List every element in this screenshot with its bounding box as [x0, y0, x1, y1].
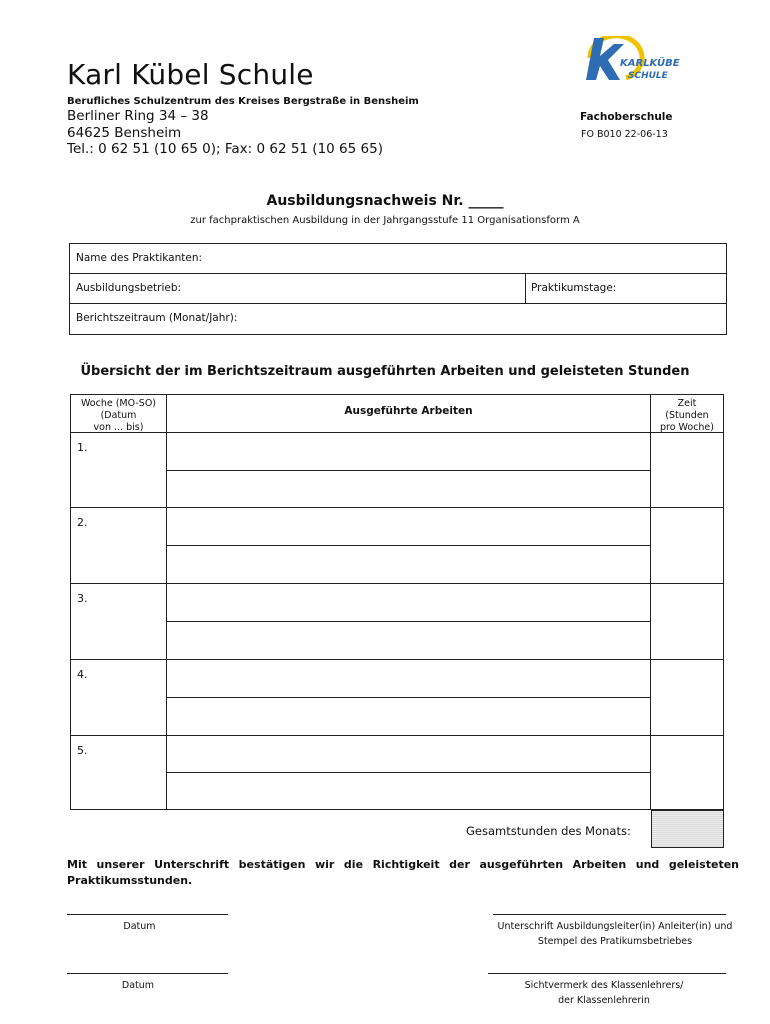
week-cell — [70, 735, 167, 810]
work-entry-field[interactable] — [166, 470, 651, 508]
school-logo — [580, 36, 680, 86]
work-table — [70, 394, 724, 810]
header-week-line: von ... bis) — [93, 422, 144, 433]
hours-field[interactable] — [650, 507, 724, 584]
week-number: 4. — [77, 668, 88, 681]
signature-caption-line: Unterschrift Ausbildungsleiter(in) Anleiter(in) und — [497, 921, 733, 932]
week-cell — [70, 583, 167, 660]
work-entry-field[interactable] — [166, 659, 651, 698]
logo-icon — [580, 36, 680, 86]
work-entry-field[interactable] — [166, 545, 651, 584]
header-week — [70, 394, 167, 433]
document-subtitle: zur fachpraktischen Ausbildung in der Jahrgangsstufe 11 Organisationsform A — [190, 215, 580, 226]
week-number: 2. — [77, 516, 88, 529]
work-entry-field[interactable] — [166, 507, 651, 546]
company-label: Ausbildungsbetrieb: — [76, 282, 182, 294]
address-line-1: Berliner Ring 34 – 38 — [67, 108, 209, 124]
week-number: 3. — [77, 592, 88, 605]
date-label: Datum — [121, 980, 155, 991]
days-label: Praktikumstage: — [531, 282, 617, 294]
name-label: Name des Praktikanten: — [76, 252, 203, 264]
signature-line — [67, 973, 228, 974]
overview-title: Übersicht der im Berichtszeitraum ausgeführten Arbeiten und geleisteten Stunden — [80, 364, 690, 379]
signature-caption-2 — [459, 978, 749, 1008]
week-number: 5. — [77, 744, 88, 757]
header-week-line: (Datum — [100, 410, 137, 421]
work-entry-field[interactable] — [166, 432, 651, 471]
document-title: Ausbildungsnachweis Nr. _____ — [266, 193, 504, 209]
form-code: FO B010 22-06-13 — [581, 129, 668, 140]
signature-caption-line: der Klassenlehrerin — [558, 995, 650, 1006]
hours-field[interactable] — [650, 735, 724, 810]
signature-caption-1 — [470, 919, 760, 949]
work-entry-field[interactable] — [166, 735, 651, 773]
header-work: Ausgeführte Arbeiten — [166, 394, 651, 433]
school-name: Karl Kübel Schule — [67, 58, 314, 91]
company-row[interactable] — [70, 274, 726, 304]
hours-field[interactable] — [650, 432, 724, 508]
trainee-info-box — [69, 243, 727, 335]
header-week-line: Woche (MO-SO) — [80, 398, 157, 409]
signature-line — [488, 973, 726, 974]
signature-line — [493, 914, 726, 915]
header-time — [650, 394, 724, 433]
header-time-line: pro Woche) — [659, 422, 714, 433]
info-divider — [525, 274, 526, 303]
school-subline: Berufliches Schulzentrum des Kreises Bergstraße in Bensheim — [67, 96, 419, 107]
confirmation-text: Mit unserer Unterschrift bestätigen wir die Richtigkeit der ausgeführten Arbeiten und geleisteten Praktikumsstunden. — [67, 858, 739, 887]
header-time-line: Zeit — [677, 398, 697, 409]
week-cell — [70, 659, 167, 736]
hours-field[interactable] — [650, 659, 724, 736]
week-cell — [70, 507, 167, 584]
work-entry-field[interactable] — [166, 583, 651, 622]
hours-field[interactable] — [650, 583, 724, 660]
header-time-line: (Stunden — [665, 410, 709, 421]
name-row[interactable] — [70, 244, 726, 274]
week-number: 1. — [77, 441, 88, 454]
signature-line — [67, 914, 228, 915]
date-label: Datum — [123, 921, 156, 932]
school-type: Fachoberschule — [580, 111, 673, 123]
logo-text-2: SCHULE — [628, 71, 668, 81]
logo-text-1: KARLKÜBEL — [620, 58, 680, 69]
work-entry-field[interactable] — [166, 621, 651, 660]
work-entry-field[interactable] — [166, 697, 651, 736]
address-line-2: 64625 Bensheim — [67, 125, 182, 141]
work-entry-field[interactable] — [166, 772, 651, 810]
period-label: Berichtszeitraum (Monat/Jahr): — [76, 312, 238, 324]
signature-caption-line: Sichtvermerk des Klassenlehrers/ — [524, 980, 684, 991]
total-hours-label: Gesamtstunden des Monats: — [466, 824, 631, 838]
week-cell — [70, 432, 167, 508]
signature-caption-line: Stempel des Pratikumsbetriebes — [537, 936, 693, 947]
contact-line: Tel.: 0 62 51 (10 65 0); Fax: 0 62 51 (10 65 65) — [67, 141, 383, 157]
period-row[interactable] — [70, 304, 726, 334]
total-hours-field[interactable] — [651, 810, 724, 848]
